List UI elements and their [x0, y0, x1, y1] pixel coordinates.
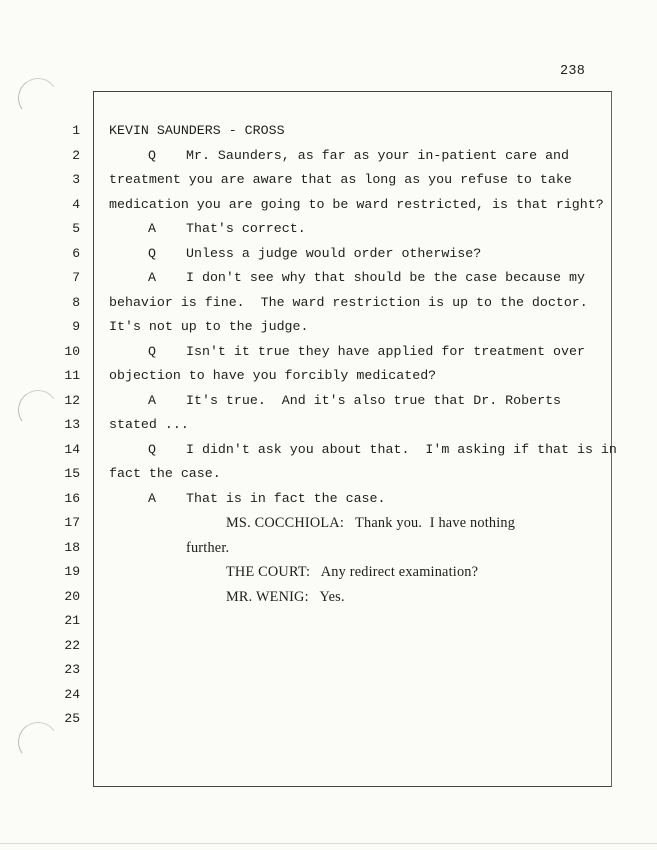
- line-number: 10: [64, 344, 80, 359]
- answer-marker: A: [148, 491, 156, 506]
- transcript-line: treatment you are aware that as long as you refuse to take: [109, 172, 572, 187]
- transcript-frame: [93, 91, 612, 787]
- line-number: 3: [72, 172, 80, 187]
- transcript-line: stated ...: [109, 417, 189, 432]
- speaker-line: THE COURT: Any redirect examination?: [226, 564, 479, 580]
- transcript-line: Unless a judge would order otherwise?: [186, 246, 482, 261]
- transcript-line: It's not up to the judge.: [109, 319, 309, 334]
- line-number: 5: [72, 221, 80, 236]
- speaker-line: MS. COCCHIOLA: Thank you. I have nothing: [226, 515, 516, 531]
- line-number: 15: [64, 466, 80, 481]
- question-marker: Q: [148, 442, 156, 457]
- line-number: 9: [72, 319, 80, 334]
- transcript-line: That's correct.: [186, 221, 306, 236]
- answer-marker: A: [148, 270, 156, 285]
- line-number: 13: [64, 417, 80, 432]
- line-number: 21: [64, 613, 80, 628]
- line-number: 7: [72, 270, 80, 285]
- line-number: 8: [72, 295, 80, 310]
- answer-marker: A: [148, 393, 156, 408]
- line-number: 23: [64, 662, 80, 677]
- line-number: 20: [64, 589, 80, 604]
- page-bottom-edge: [0, 843, 657, 844]
- line-number: 1: [72, 123, 80, 138]
- transcript-line: I didn't ask you about that. I'm asking if that is in: [186, 442, 617, 457]
- line-number: 19: [64, 564, 80, 579]
- line-number: 2: [72, 148, 80, 163]
- question-marker: Q: [148, 344, 156, 359]
- page-number: 238: [560, 64, 586, 79]
- line-number: 22: [64, 638, 80, 653]
- line-number: 24: [64, 687, 80, 702]
- answer-marker: A: [148, 221, 156, 236]
- line-number: 25: [64, 711, 80, 726]
- transcript-heading: KEVIN SAUNDERS - CROSS: [109, 123, 285, 138]
- speaker-line: further.: [186, 540, 230, 556]
- transcript-line: Mr. Saunders, as far as your in-patient care and: [186, 148, 570, 163]
- speaker-line: MR. WENIG: Yes.: [226, 589, 345, 605]
- question-marker: Q: [148, 148, 156, 163]
- line-number: 6: [72, 246, 80, 261]
- line-number: 18: [64, 540, 80, 555]
- line-number: 4: [72, 197, 80, 212]
- line-number: 14: [64, 442, 80, 457]
- line-number: 11: [64, 368, 80, 383]
- transcript-line: behavior is fine. The ward restriction is up to the doctor.: [109, 295, 588, 310]
- transcript-line: fact the case.: [109, 466, 221, 481]
- transcript-line: That is in fact the case.: [186, 491, 386, 506]
- question-marker: Q: [148, 246, 156, 261]
- binder-hole-top: [15, 75, 61, 121]
- line-number: 17: [64, 515, 80, 530]
- transcript-line: Isn't it true they have applied for treatment over: [186, 344, 585, 359]
- transcript-line: objection to have you forcibly medicated?: [109, 368, 437, 383]
- transcript-line: I don't see why that should be the case because my: [186, 270, 585, 285]
- transcript-line: medication you are going to be ward restricted, is that right?: [109, 197, 604, 212]
- line-number: 12: [64, 393, 80, 408]
- line-number: 16: [64, 491, 80, 506]
- transcript-line: It's true. And it's also true that Dr. Roberts: [186, 393, 562, 408]
